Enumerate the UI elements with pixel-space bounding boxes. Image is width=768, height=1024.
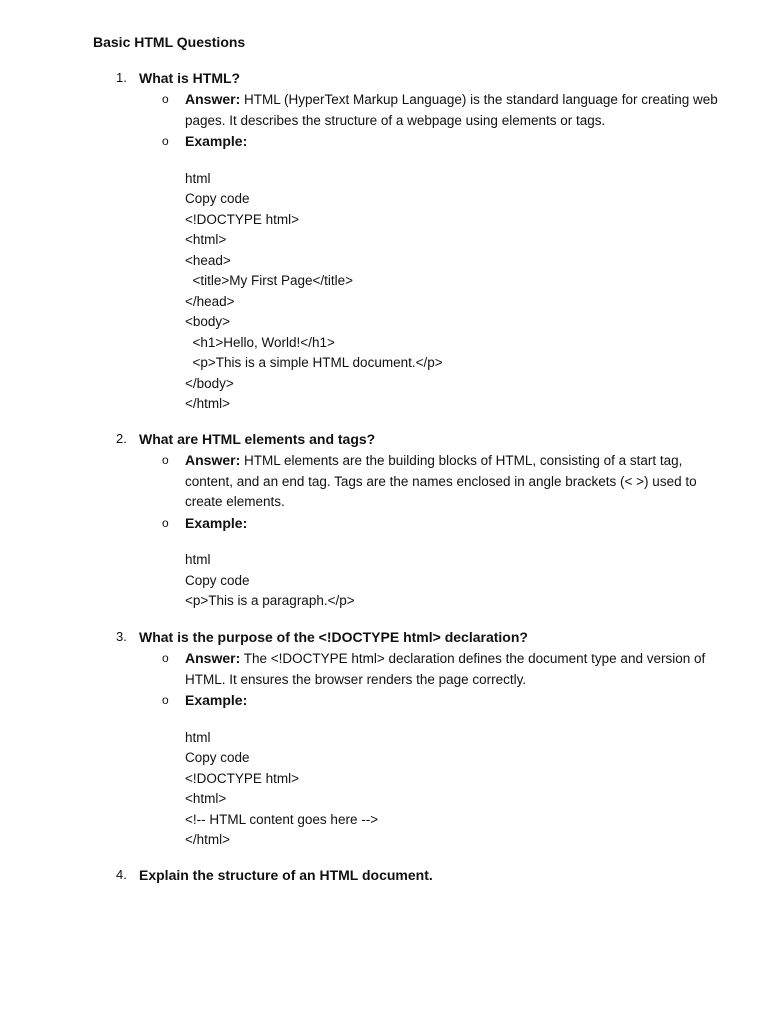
code-line: <html> bbox=[185, 232, 227, 247]
code-line: <title>My First Page</title> bbox=[185, 273, 354, 288]
answer-text: HTML (HyperText Markup Language) is the standard language for creating web pages. It describes the structure of a webpage using elements or tags. bbox=[185, 92, 718, 128]
document-title: Basic HTML Questions bbox=[93, 34, 246, 50]
question-text: What is HTML? bbox=[139, 70, 241, 86]
question-heading bbox=[0, 429, 768, 449]
code-block bbox=[185, 550, 768, 612]
bullet-icon: o bbox=[162, 92, 169, 106]
example-item bbox=[0, 690, 768, 711]
code-line: <body> bbox=[185, 314, 231, 329]
question-heading bbox=[0, 865, 768, 885]
example-item bbox=[0, 131, 768, 152]
code-line: <!DOCTYPE html> bbox=[185, 770, 300, 786]
question-heading bbox=[0, 627, 768, 647]
example-item bbox=[0, 513, 768, 534]
code-block bbox=[185, 728, 768, 851]
example-label: Example: bbox=[185, 133, 248, 149]
answer-item bbox=[0, 89, 768, 131]
bullet-icon: o bbox=[162, 453, 169, 467]
question-4 bbox=[0, 865, 768, 885]
question-number: 3. bbox=[116, 629, 127, 644]
answer-paragraph bbox=[185, 648, 725, 690]
code-line: <!DOCTYPE html> bbox=[185, 211, 300, 227]
code-line: </head> bbox=[185, 293, 235, 309]
copy-code-link: Copy code bbox=[185, 572, 250, 588]
answer-label: Answer: bbox=[185, 650, 241, 666]
example-label: Example: bbox=[185, 692, 248, 708]
answer-text: HTML elements are the building blocks of HTML, consisting of a start tag, content, and an end tag. Tags are the names enclosed in angle brackets (< >) used to create elements. bbox=[185, 453, 697, 509]
answer-paragraph bbox=[185, 450, 725, 513]
question-text: What are HTML elements and tags? bbox=[139, 431, 376, 447]
code-line: <p>This is a simple HTML document.</p> bbox=[185, 355, 443, 370]
code-line: </body> bbox=[185, 375, 234, 391]
answer-item bbox=[0, 450, 768, 513]
code-line: html bbox=[185, 729, 211, 745]
copy-code-link: Copy code bbox=[185, 191, 250, 206]
question-2 bbox=[0, 429, 768, 612]
question-text: Explain the structure of an HTML document. bbox=[139, 867, 433, 883]
question-1 bbox=[0, 68, 768, 415]
code-line: <head> bbox=[185, 252, 231, 268]
answer-text: The <!DOCTYPE html> declaration defines the document type and version of HTML. It ensures the browser renders the page correctly. bbox=[185, 651, 706, 687]
bullet-icon: o bbox=[162, 134, 169, 148]
question-number: 2. bbox=[116, 431, 127, 446]
question-number: 4. bbox=[116, 867, 127, 882]
code-line: <html> bbox=[185, 791, 227, 806]
code-line: html bbox=[185, 552, 211, 567]
code-line: <!-- HTML content goes here --> bbox=[185, 811, 379, 827]
code-line: html bbox=[185, 170, 211, 186]
question-number: 1. bbox=[116, 70, 127, 85]
code-line: </html> bbox=[185, 396, 231, 411]
question-3 bbox=[0, 627, 768, 851]
answer-paragraph bbox=[185, 89, 725, 131]
code-line: </html> bbox=[185, 832, 231, 847]
answer-label: Answer: bbox=[185, 452, 241, 468]
code-block bbox=[185, 169, 768, 415]
code-line: <h1>Hello, World!</h1> bbox=[185, 334, 335, 350]
code-line: <p>This is a paragraph.</p> bbox=[185, 593, 355, 608]
bullet-icon: o bbox=[162, 651, 169, 665]
answer-label: Answer: bbox=[185, 91, 241, 107]
question-text: What is the purpose of the <!DOCTYPE html> declaration? bbox=[139, 629, 528, 645]
copy-code-link: Copy code bbox=[185, 750, 250, 765]
question-heading bbox=[0, 68, 768, 88]
bullet-icon: o bbox=[162, 515, 169, 530]
bullet-icon: o bbox=[162, 693, 169, 707]
example-label: Example: bbox=[185, 514, 248, 531]
answer-item bbox=[0, 648, 768, 690]
